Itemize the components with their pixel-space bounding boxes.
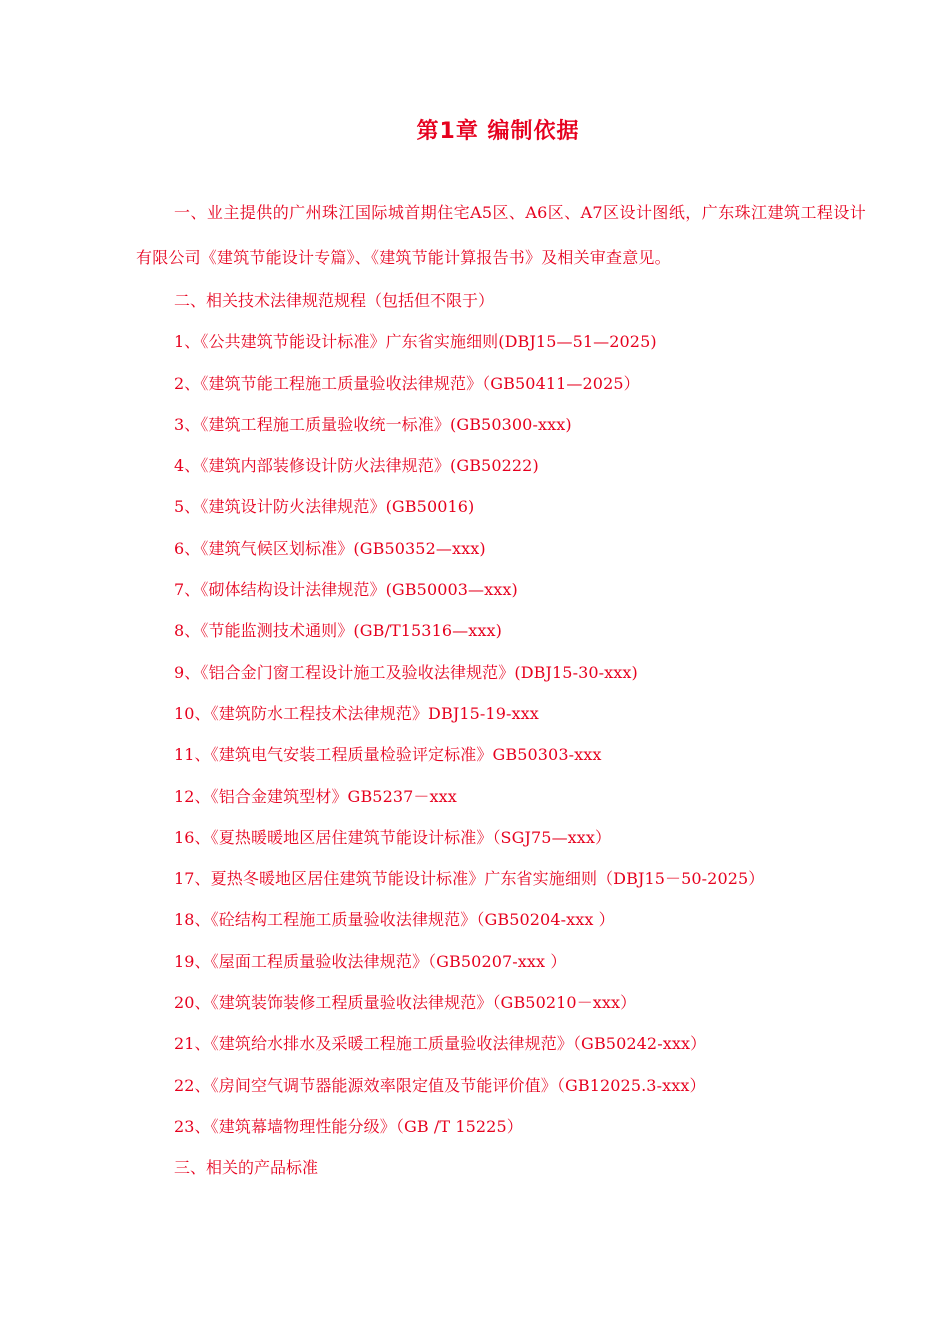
list-item: 6、《建筑气候区划标准》(GB50352—xxx) — [174, 538, 486, 558]
list-item: 2、《建筑节能工程施工质量验收法律规范》（GB50411—2025） — [174, 373, 640, 393]
list-item: 12、《铝合金建筑型材》GB5237－xxx — [174, 786, 457, 806]
list-item: 7、《砌体结构设计法律规范》(GB50003—xxx) — [174, 580, 518, 600]
list-item: 11、《建筑电气安装工程质量检验评定标准》GB50303-xxx — [174, 745, 602, 765]
list-item: 20、《建筑装饰装修工程质量验收法律规范》（GB50210－xxx） — [174, 993, 637, 1013]
list-item: 5、《建筑设计防火法律规范》(GB50016) — [174, 497, 475, 517]
list-item: 9、《铝合金门窗工程设计施工及验收法律规范》(DBJ15-30-xxx) — [174, 662, 638, 682]
list-item: 1、《公共建筑节能设计标准》广东省实施细则(DBJ15—51—2025) — [174, 332, 657, 352]
list-item: 19、《屋面工程质量验收法律规范》（GB50207-xxx ） — [174, 951, 567, 971]
document-body — [136, 190, 866, 1189]
section-heading-products: 三、相关的产品标准 — [174, 1158, 319, 1178]
list-item: 10、《建筑防水工程技术法律规范》DBJ15-19-xxx — [174, 703, 539, 723]
intro-paragraph: 一、业主提供的广州珠江国际城首期住宅A5区、A6区、A7区设计图纸，广东珠江建筑工程设计有限公司《建筑节能设计专篇》、《建筑节能计算报告书》及相关审查意见。 — [136, 203, 866, 267]
standards-list — [136, 321, 866, 1147]
list-item: 17、夏热冬暖地区居住建筑节能设计标准》广东省实施细则（DBJ15－50-2025） — [174, 869, 765, 889]
list-item: 8、《节能监测技术通则》(GB/T15316—xxx) — [174, 621, 502, 641]
list-item: 18、《砼结构工程施工质量验收法律规范》（GB50204-xxx ） — [174, 910, 615, 930]
list-item: 3、《建筑工程施工质量验收统一标准》(GB50300-xxx) — [174, 414, 572, 434]
list-item: 22、《房间空气调节器能源效率限定值及节能评价值》（GB12025.3-xxx） — [174, 1075, 706, 1095]
list-item: 16、《夏热暖暖地区居住建筑节能设计标准》（SGJ75—xxx） — [174, 827, 612, 847]
section-heading-standards: 二、相关技术法律规范规程（包括但不限于） — [174, 291, 495, 310]
list-item: 21、《建筑给水排水及采暖工程施工质量验收法律规范》（GB50242-xxx） — [174, 1034, 707, 1054]
list-item: 4、《建筑内部装修设计防火法律规范》(GB50222) — [174, 456, 539, 476]
chapter-title: 第1章 编制依据 — [416, 119, 580, 144]
list-item: 23、《建筑幕墙物理性能分级》（GB /T 15225） — [174, 1116, 523, 1136]
